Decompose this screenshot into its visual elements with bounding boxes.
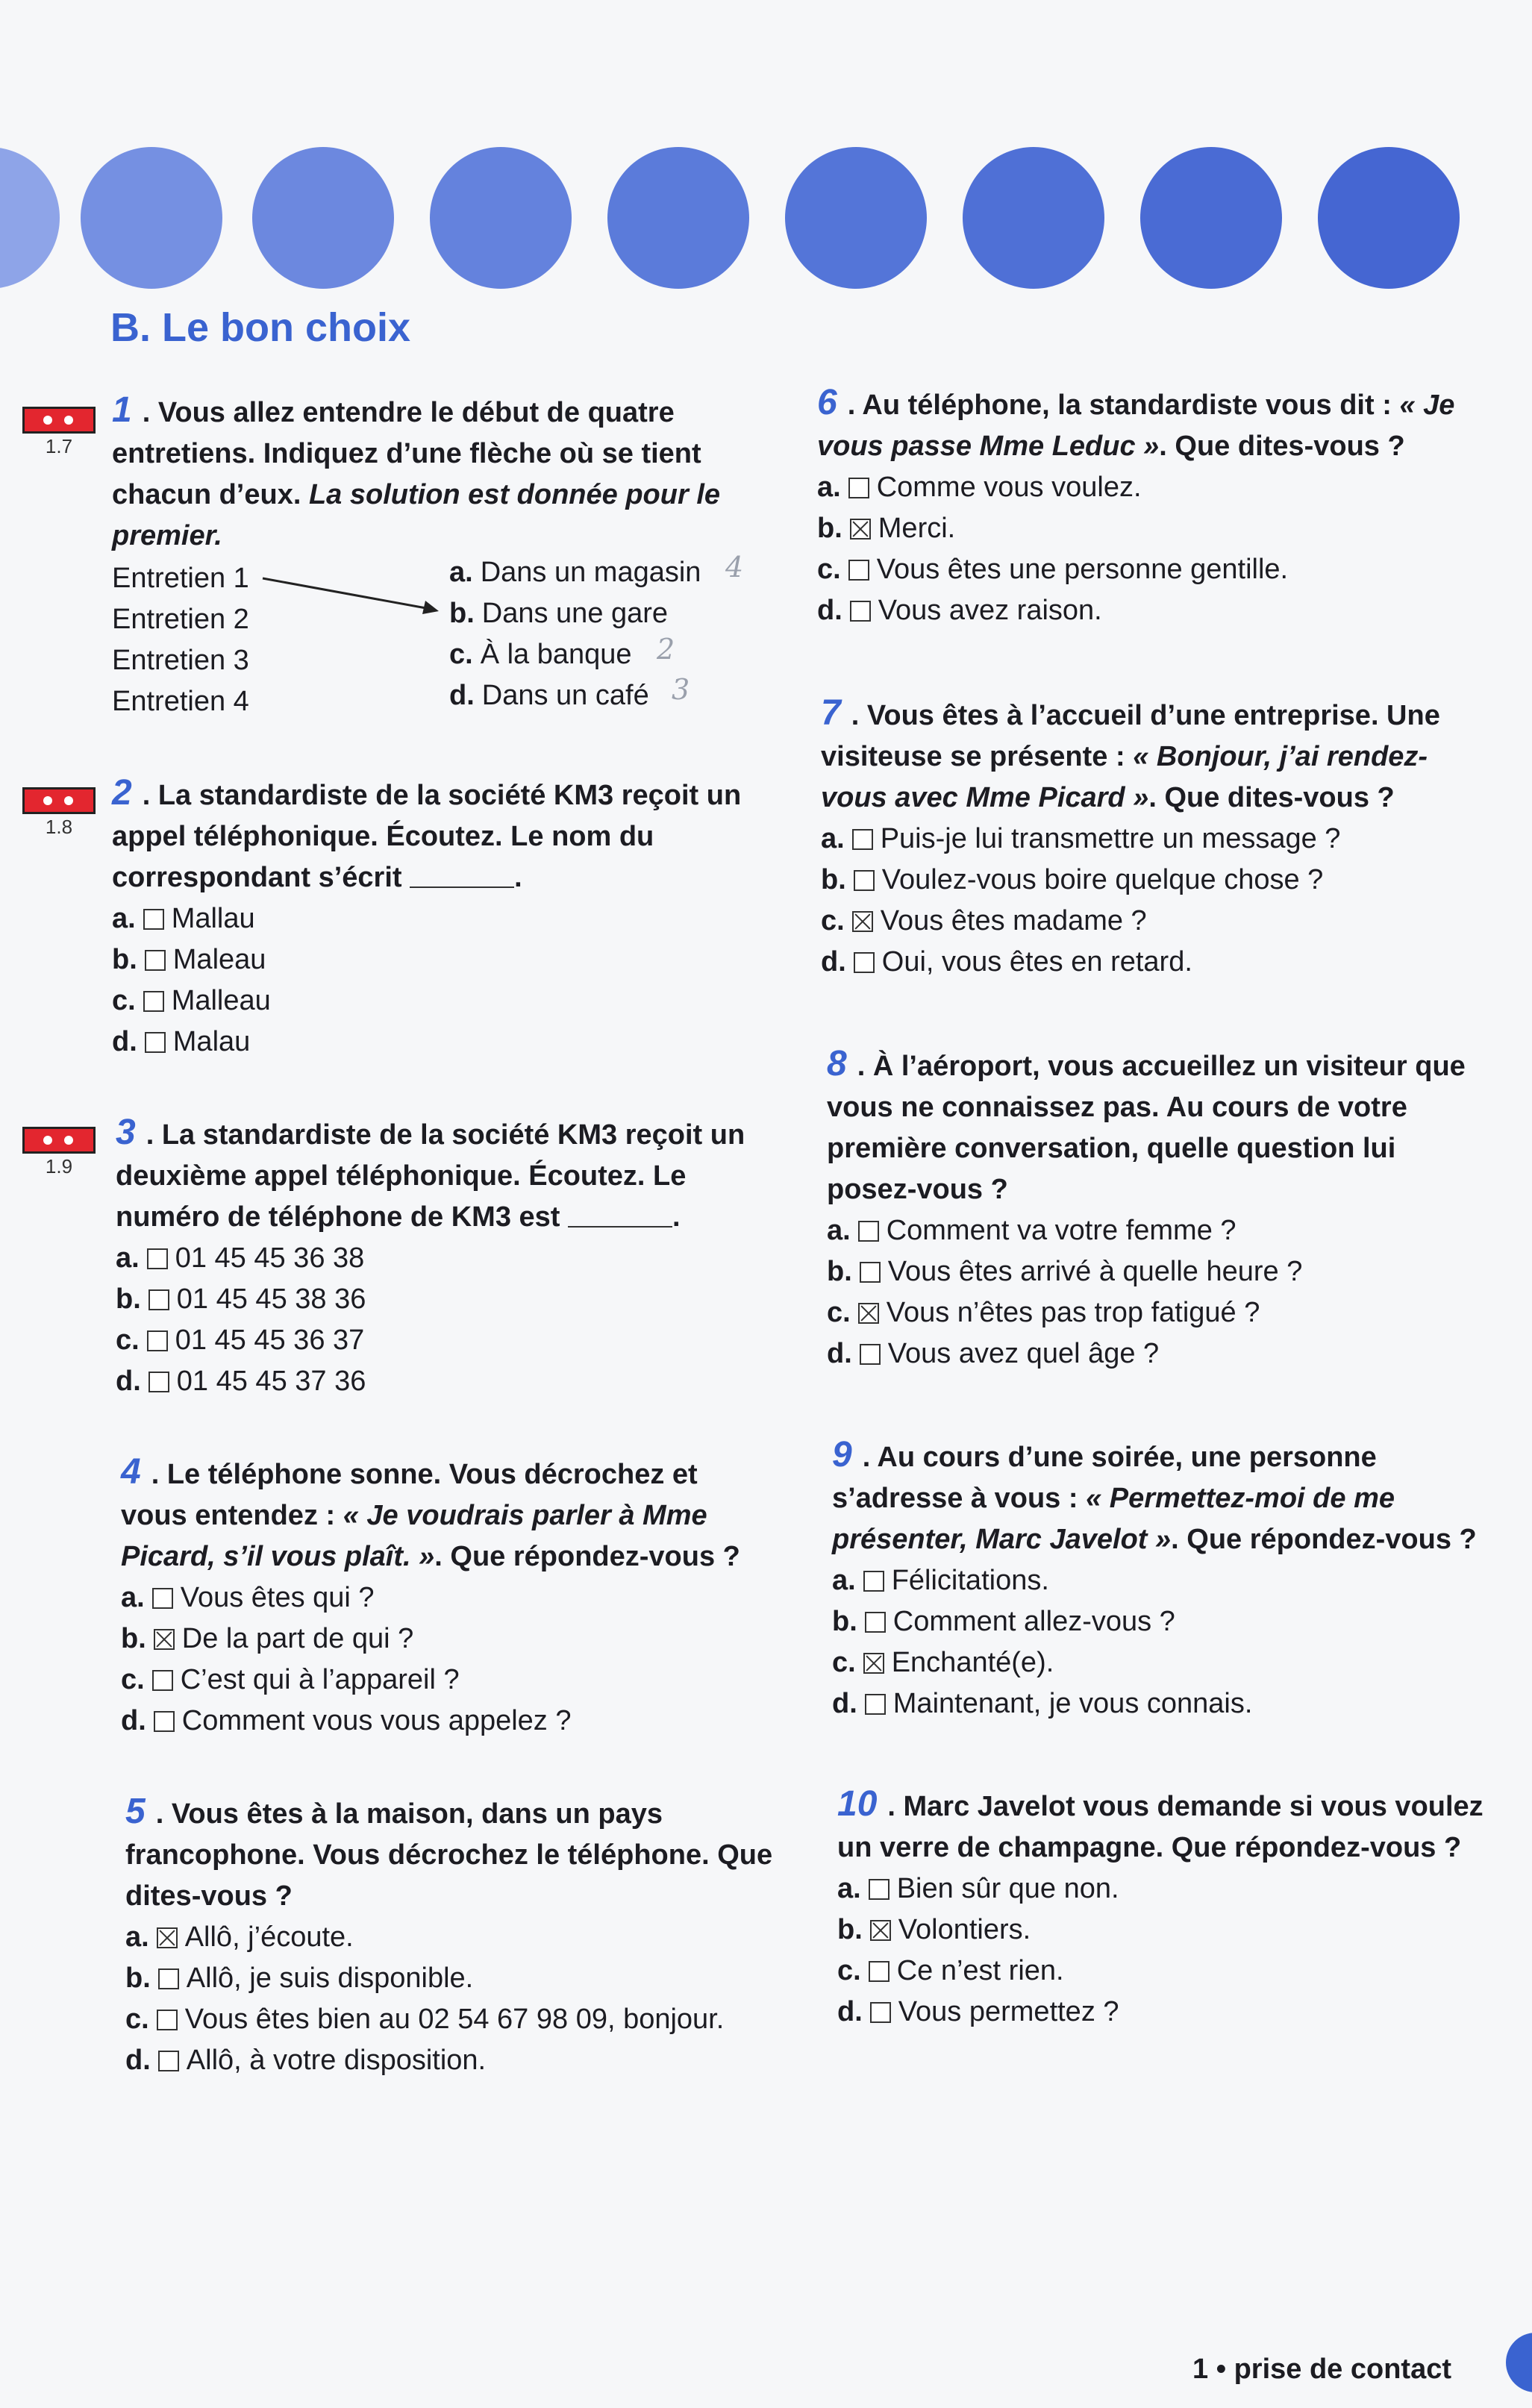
audio-track-2[interactable] xyxy=(22,787,96,839)
track-number: 1.9 xyxy=(45,1155,73,1178)
checkbox-checked[interactable] xyxy=(154,1629,175,1650)
option-c[interactable]: c. Malleau xyxy=(112,985,271,1016)
question-text: 3 . La standardiste de la société KM3 reçoit un deuxième appel téléphonique. Écoutez. Le numéro de téléphone de KM3 est . xyxy=(116,1113,745,1233)
checkbox-checked[interactable] xyxy=(852,911,873,932)
option-b[interactable]: b. Merci. xyxy=(817,513,956,544)
checkbox[interactable] xyxy=(860,1262,881,1283)
decorative-circle xyxy=(785,147,927,289)
checkbox[interactable] xyxy=(865,1694,886,1715)
question-text: 9 . Au cours d’une soirée, une personne s’adresse à vous : « Permettez-moi de me présenter, Marc Javelot ». Que répondez-vous ? xyxy=(832,1435,1477,1555)
question-6 xyxy=(817,382,1474,631)
question-5 xyxy=(125,1791,782,2081)
option-a[interactable]: a. Comme vous voulez. xyxy=(817,472,1142,503)
checkbox[interactable] xyxy=(148,1372,169,1392)
option-d[interactable]: d. 01 45 45 37 36 xyxy=(116,1366,366,1397)
decorative-circle xyxy=(607,147,749,289)
option-c[interactable]: c. Vous êtes une personne gentille. xyxy=(817,554,1289,585)
question-4 xyxy=(121,1451,770,1742)
option-b[interactable]: b. Comment allez-vous ? xyxy=(832,1606,1175,1637)
handwritten-note: 3 xyxy=(672,673,690,706)
checkbox[interactable] xyxy=(143,909,164,930)
question-text: 5 . Vous êtes à la maison, dans un pays francophone. Vous décrochez le téléphone. Que dites-vous ? xyxy=(125,1792,773,1912)
audio-icon xyxy=(22,787,96,814)
option-c[interactable]: c. 01 45 45 36 37 xyxy=(116,1325,365,1356)
option-c[interactable]: c. Enchanté(e). xyxy=(832,1647,1054,1678)
decorative-circle xyxy=(430,147,572,289)
decorative-circle xyxy=(81,147,222,289)
question-9 xyxy=(832,1434,1481,1724)
checkbox[interactable] xyxy=(158,1968,179,1989)
option-d[interactable]: d. Comment vous vous appelez ? xyxy=(121,1705,572,1736)
decorative-circle xyxy=(1140,147,1282,289)
option-d[interactable]: d. Vous avez quel âge ? xyxy=(827,1338,1160,1369)
section-title: B. Le bon choix xyxy=(110,305,411,350)
answer-blank xyxy=(410,886,514,888)
checkbox[interactable] xyxy=(152,1670,173,1691)
option-b[interactable]: b. 01 45 45 38 36 xyxy=(116,1283,366,1315)
question-3 xyxy=(116,1112,757,1402)
entretien-item: Entretien 3 xyxy=(112,645,249,676)
option-c[interactable]: c. Ce n’est rien. xyxy=(837,1955,1064,1986)
checkbox[interactable] xyxy=(848,478,869,498)
option-c[interactable]: c. Vous êtes bien au 02 54 67 98 09, bonjour. xyxy=(125,2004,725,2035)
checkbox[interactable] xyxy=(863,1571,884,1592)
option-d[interactable]: d. Malau xyxy=(112,1026,251,1057)
question-number: 3 xyxy=(116,1113,136,1152)
decorative-circle xyxy=(963,147,1104,289)
entretien-item: Entretien 4 xyxy=(112,686,249,717)
question-number: 1 xyxy=(112,390,132,430)
option-a[interactable]: a. Vous êtes qui ? xyxy=(121,1582,375,1613)
option-b[interactable]: b. Voulez-vous boire quelque chose ? xyxy=(821,864,1324,895)
decorative-circle xyxy=(252,147,394,289)
option-b[interactable]: b. Maleau xyxy=(112,944,266,975)
checkbox[interactable] xyxy=(154,1711,175,1732)
checkbox[interactable] xyxy=(870,2002,891,2023)
checkbox[interactable] xyxy=(157,2010,178,2030)
checkbox[interactable] xyxy=(145,1032,166,1053)
question-1 xyxy=(112,390,746,557)
question-text: 1 . Vous allez entendre le début de quatre entretiens. Indiquez d’une flèche où se tient chacun d’eux. La solution est donnée pour le premier. xyxy=(112,390,721,551)
option-a[interactable]: a. Puis-je lui transmettre un message ? xyxy=(821,823,1341,854)
question-text: 2 . La standardiste de la société KM3 reçoit un appel téléphonique. Écoutez. Le nom du correspondant s’écrit . xyxy=(112,773,742,893)
question-number: 7 xyxy=(821,693,841,733)
checkbox[interactable] xyxy=(869,1879,890,1900)
checkbox[interactable] xyxy=(152,1588,173,1609)
checkbox[interactable] xyxy=(147,1248,168,1269)
question-number: 4 xyxy=(121,1452,141,1492)
entretien-item: Entretien 2 xyxy=(112,604,249,635)
q1-left-column xyxy=(112,558,249,722)
option-a[interactable]: a. Mallau xyxy=(112,903,255,934)
checkbox[interactable] xyxy=(850,601,871,622)
checkbox[interactable] xyxy=(865,1612,886,1633)
question-8 xyxy=(827,1043,1483,1375)
question-text: 4 . Le téléphone sonne. Vous décrochez et vous entendez : « Je voudrais parler à Mme Picard, s’il vous plaît. ». Que répondez-vous ? xyxy=(121,1452,740,1572)
question-number: 6 xyxy=(817,383,837,422)
question-text: 6 . Au téléphone, la standardiste vous dit : « Je vous passe Mme Leduc ». Que dites-vous ? xyxy=(817,383,1455,462)
page-marker xyxy=(1506,2333,1532,2392)
checkbox[interactable] xyxy=(854,870,875,891)
option-a[interactable]: a. 01 45 45 36 38 xyxy=(116,1242,365,1274)
option-b[interactable]: b. Volontiers. xyxy=(837,1914,1031,1945)
answer-blank xyxy=(568,1226,672,1228)
option-d[interactable]: d. Maintenant, je vous connais. xyxy=(832,1688,1253,1719)
option-c[interactable]: c. C’est qui à l’appareil ? xyxy=(121,1664,460,1695)
option-a[interactable]: a. Comment va votre femme ? xyxy=(827,1215,1236,1246)
checkbox[interactable] xyxy=(869,1961,890,1982)
option-a[interactable]: a. Bien sûr que non. xyxy=(837,1873,1119,1904)
page-footer: 1 • prise de contact xyxy=(1192,2354,1451,2385)
option-a[interactable]: a. Félicitations. xyxy=(832,1565,1049,1596)
audio-icon xyxy=(22,1127,96,1154)
handwritten-note: 4 xyxy=(725,551,744,584)
audio-icon xyxy=(22,407,96,434)
decorative-circle xyxy=(1318,147,1460,289)
question-text: 8 . À l’aéroport, vous accueillez un visiteur que vous ne connaissez pas. Au cours de votre première conversation, quelle question lui posez-vous ? xyxy=(827,1044,1466,1205)
checkbox[interactable] xyxy=(145,950,166,971)
question-7 xyxy=(821,692,1478,983)
checkbox[interactable] xyxy=(848,560,869,581)
question-10 xyxy=(837,1783,1486,2033)
question-number: 10 xyxy=(837,1784,878,1824)
checkbox[interactable] xyxy=(158,2051,179,2071)
checkbox[interactable] xyxy=(148,1289,169,1310)
checkbox[interactable] xyxy=(147,1330,168,1351)
option-d[interactable]: d. Vous avez raison. xyxy=(817,595,1102,626)
checkbox-checked[interactable] xyxy=(850,519,871,540)
option-c[interactable]: c. Vous n’êtes pas trop fatigué ? xyxy=(827,1297,1260,1328)
entretien-item: Entretien 1 xyxy=(112,563,249,594)
question-number: 2 xyxy=(112,773,132,813)
question-text: 7 . Vous êtes à l’accueil d’une entreprise. Une visiteuse se présente : « Bonjour, j’ai rendez-vous avec Mme Picard ». Que dites-vous ? xyxy=(821,693,1440,813)
question-number: 5 xyxy=(125,1792,146,1831)
track-number: 1.7 xyxy=(45,435,73,457)
audio-track-1[interactable] xyxy=(22,407,96,458)
audio-track-3[interactable] xyxy=(22,1127,96,1178)
question-number: 8 xyxy=(827,1044,847,1083)
checkbox[interactable] xyxy=(858,1221,879,1242)
question-number: 9 xyxy=(832,1435,852,1474)
question-2 xyxy=(112,772,754,1063)
option-d[interactable]: d. Oui, vous êtes en retard. xyxy=(821,946,1192,978)
option-b[interactable]: b. Vous êtes arrivé à quelle heure ? xyxy=(827,1256,1303,1287)
question-text: 10 . Marc Javelot vous demande si vous voulez un verre de champagne. Que répondez-vous ? xyxy=(837,1784,1483,1863)
option-c[interactable]: c. Vous êtes madame ? xyxy=(821,905,1147,936)
checkbox-checked[interactable] xyxy=(863,1653,884,1674)
option-d[interactable]: d. Allô, à votre disposition. xyxy=(125,2045,487,2076)
handwritten-note: 2 xyxy=(657,633,675,666)
q1-right-column: a. Dans un magasin b. Dans une gare c. À la banque d. Dans un café xyxy=(449,557,701,711)
arrow-icon xyxy=(261,571,448,623)
checkbox[interactable] xyxy=(852,829,873,850)
checkbox-checked[interactable] xyxy=(870,1920,891,1941)
checkbox[interactable] xyxy=(854,952,875,973)
decorative-circle xyxy=(0,147,60,289)
checkbox-checked[interactable] xyxy=(157,1927,178,1948)
option-b[interactable]: b. De la part de qui ? xyxy=(121,1623,414,1654)
track-number: 1.8 xyxy=(45,816,73,838)
option-b[interactable]: b. Allô, je suis disponible. xyxy=(125,1963,474,1994)
checkbox-checked[interactable] xyxy=(858,1303,879,1324)
option-a[interactable]: a. Allô, j’écoute. xyxy=(125,1921,354,1953)
checkbox[interactable] xyxy=(143,991,164,1012)
checkbox[interactable] xyxy=(860,1344,881,1365)
option-d[interactable]: d. Vous permettez ? xyxy=(837,1996,1119,2027)
